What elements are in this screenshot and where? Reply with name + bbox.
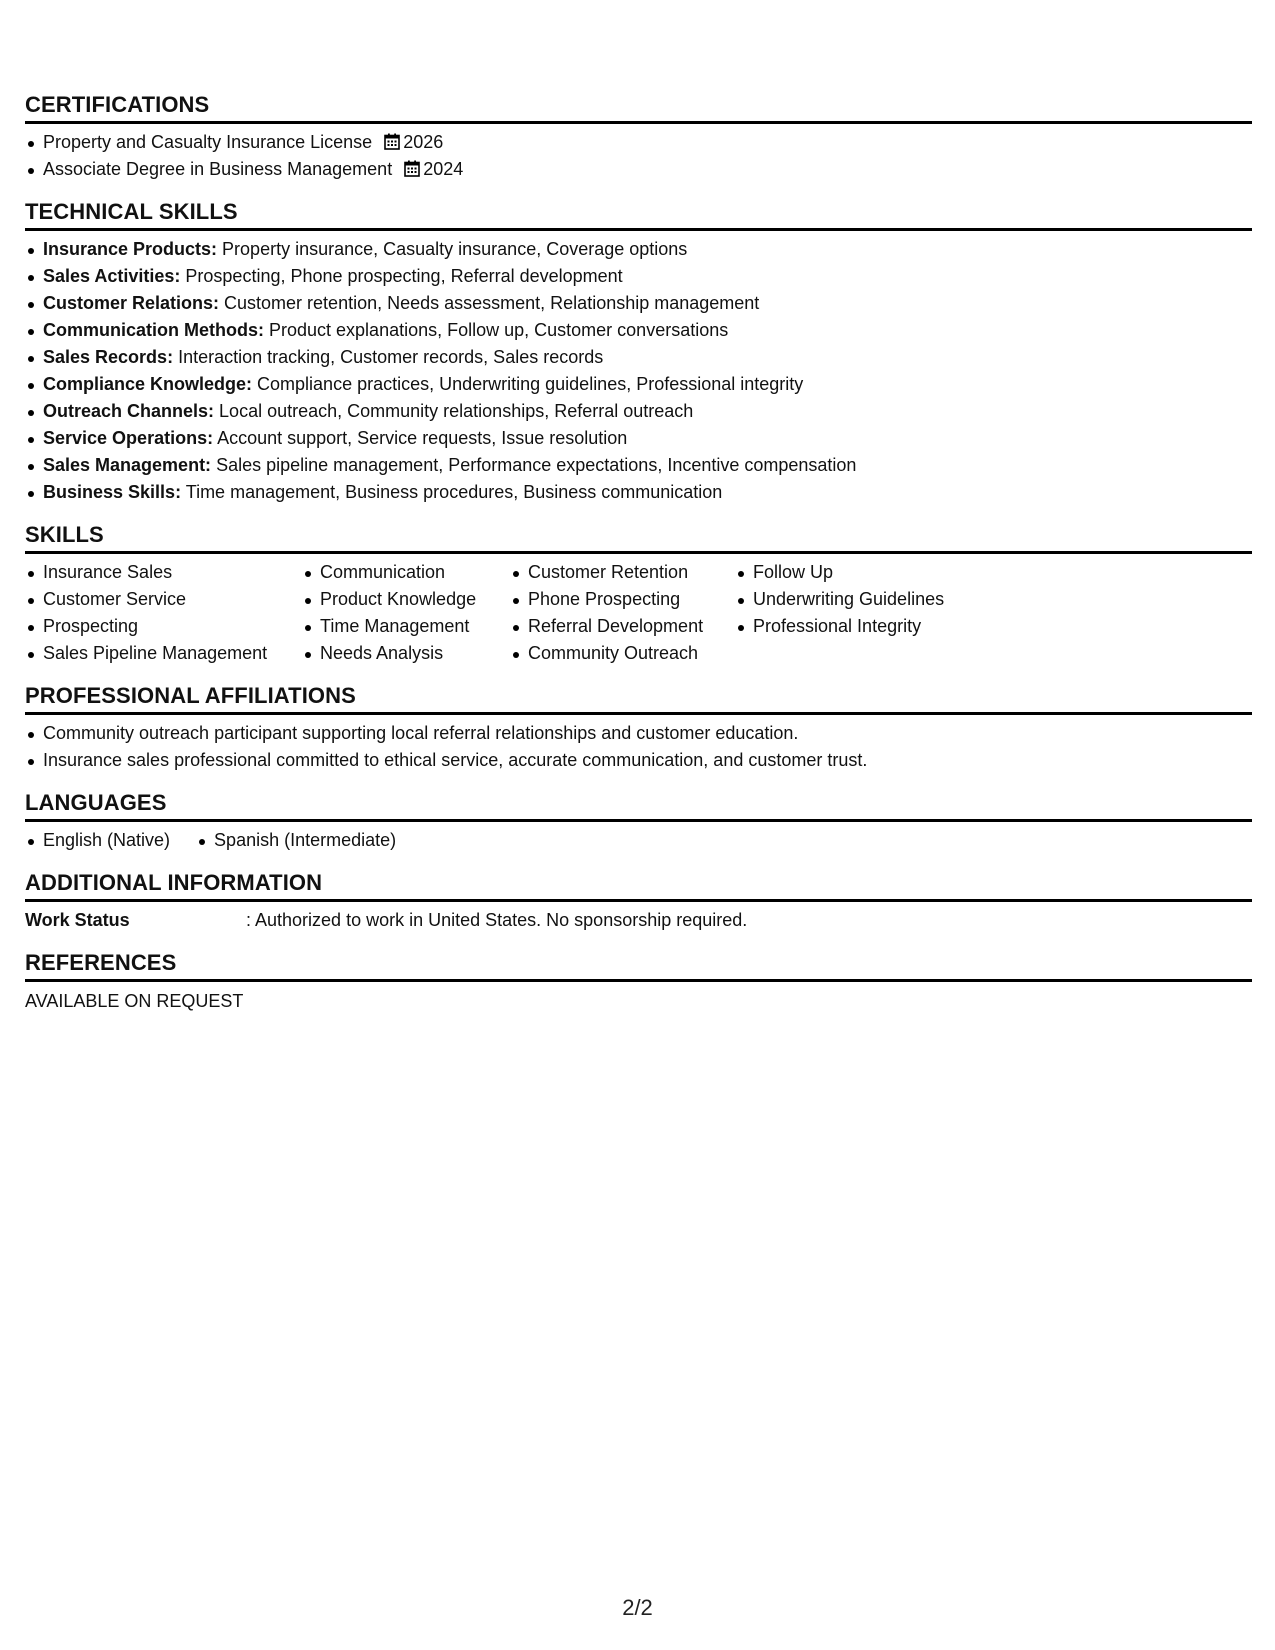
section-title-references: REFERENCES (25, 950, 1252, 982)
technical-skill-label: Sales Management: (43, 455, 212, 475)
section-title-technical-skills: TECHNICAL SKILLS (25, 199, 1252, 231)
skills-column (302, 559, 510, 667)
technical-skill-text: Property insurance, Casualty insurance, Coverage options (217, 239, 688, 259)
work-status-value: : Authorized to work in United States. No sponsorship required. (246, 910, 748, 930)
technical-skill-label: Business Skills: (43, 482, 182, 502)
section-title-additional-info: ADDITIONAL INFORMATION (25, 870, 1252, 902)
technical-skill-text: Prospecting, Phone prospecting, Referral development (180, 266, 623, 286)
skill-item: Phone Prospecting (510, 586, 735, 613)
skill-item: Follow Up (735, 559, 995, 586)
technical-skill-label: Service Operations: (43, 428, 214, 448)
technical-skill-text: Customer retention, Needs assessment, Relationship management (219, 293, 760, 313)
certification-name: Associate Degree in Business Management (43, 159, 393, 179)
technical-skill-item (25, 344, 1252, 371)
skill-item: Product Knowledge (302, 586, 510, 613)
skill-item: Communication (302, 559, 510, 586)
calendar-icon (384, 133, 400, 150)
skills-column (510, 559, 735, 667)
technical-skills-section (25, 199, 1252, 506)
technical-skill-label: Sales Activities: (43, 266, 181, 286)
language-item: Spanish (Intermediate) (196, 827, 396, 854)
technical-skill-label: Insurance Products: (43, 239, 218, 259)
skill-item: Sales Pipeline Management (25, 640, 302, 667)
section-title-languages: LANGUAGES (25, 790, 1252, 822)
certification-name: Property and Casualty Insurance License (43, 132, 373, 152)
resume-page (25, 92, 1252, 1031)
page-number: 2/2 (622, 1595, 653, 1620)
technical-skill-text: Sales pipeline management, Performance expectations, Incentive compensation (211, 455, 857, 475)
section-title-affiliations: PROFESSIONAL AFFILIATIONS (25, 683, 1252, 715)
affiliation-item: Community outreach participant supporting local referral relationships and customer education. (25, 720, 1252, 747)
technical-skill-item (25, 425, 1252, 452)
certification-year: 2024 (423, 159, 464, 179)
calendar-icon (404, 160, 420, 177)
technical-skill-label: Compliance Knowledge: (43, 374, 253, 394)
technical-skill-text: Product explanations, Follow up, Customer conversations (264, 320, 729, 340)
section-title-certifications: CERTIFICATIONS (25, 92, 1252, 124)
skill-item: Referral Development (510, 613, 735, 640)
technical-skill-item (25, 371, 1252, 398)
technical-skill-item (25, 452, 1252, 479)
technical-skill-text: Account support, Service requests, Issue resolution (213, 428, 628, 448)
languages-section (25, 790, 1252, 854)
languages-row (25, 827, 1252, 854)
technical-skill-item (25, 263, 1252, 290)
skills-grid (25, 559, 1252, 667)
technical-skill-item (25, 479, 1252, 506)
technical-skill-item (25, 317, 1252, 344)
certifications-list (25, 129, 1252, 183)
languages-list (25, 827, 422, 854)
technical-skill-text: Interaction tracking, Customer records, Sales records (173, 347, 604, 367)
technical-skill-item (25, 236, 1252, 263)
skill-item: Underwriting Guidelines (735, 586, 995, 613)
technical-skill-text: Time management, Business procedures, Business communication (181, 482, 723, 502)
certifications-section (25, 92, 1252, 183)
technical-skill-label: Outreach Channels: (43, 401, 215, 421)
technical-skill-label: Customer Relations: (43, 293, 220, 313)
skills-column (25, 559, 302, 667)
skills-column (735, 559, 995, 667)
technical-skill-label: Sales Records: (43, 347, 174, 367)
certification-item (25, 129, 1252, 156)
certification-item (25, 156, 1252, 183)
skill-item: Prospecting (25, 613, 302, 640)
references-text: AVAILABLE ON REQUEST (25, 991, 244, 1011)
technical-skill-item (25, 398, 1252, 425)
affiliation-item: Insurance sales professional committed to ethical service, accurate communication, and customer trust. (25, 747, 1252, 774)
work-status-row (25, 907, 1252, 934)
technical-skill-item (25, 290, 1252, 317)
section-title-skills: SKILLS (25, 522, 1252, 554)
technical-skills-list (25, 236, 1252, 506)
skill-item: Needs Analysis (302, 640, 510, 667)
skills-section (25, 522, 1252, 667)
references-section (25, 950, 1252, 1015)
work-status-label: Work Status (25, 910, 130, 930)
technical-skill-label: Communication Methods: (43, 320, 264, 340)
skill-item: Insurance Sales (25, 559, 302, 586)
technical-skill-text: Compliance practices, Underwriting guidelines, Professional integrity (252, 374, 804, 394)
skill-item: Customer Retention (510, 559, 735, 586)
skill-item: Professional Integrity (735, 613, 995, 640)
skill-item: Community Outreach (510, 640, 735, 667)
affiliations-section (25, 683, 1252, 774)
skill-item: Time Management (302, 613, 510, 640)
language-item: English (Native) (25, 827, 170, 854)
certification-year: 2026 (403, 132, 444, 152)
additional-info-section (25, 870, 1252, 934)
skill-item: Customer Service (25, 586, 302, 613)
affiliations-list (25, 720, 1252, 774)
technical-skill-text: Local outreach, Community relationships, Referral outreach (214, 401, 694, 421)
